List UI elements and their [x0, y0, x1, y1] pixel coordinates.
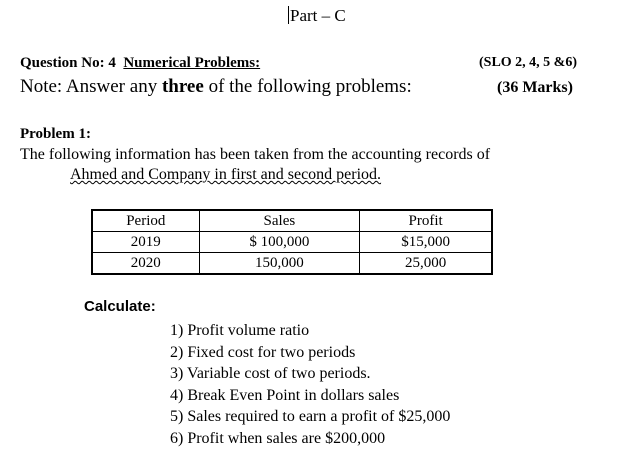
data-table [91, 209, 493, 275]
question-number: Question No: 4 [20, 55, 116, 71]
table-header-cell: Profit [360, 210, 492, 232]
list-item: 3) Variable cost of two periods. [170, 365, 371, 382]
list-item: 2) Fixed cost for two periods [170, 343, 356, 361]
list-item: 6) Profit when sales are $200,000 [170, 429, 386, 447]
part-title [288, 6, 346, 26]
table-row [92, 232, 492, 253]
calculate-label: Calculate: [84, 298, 156, 315]
table-cell: 2019 [92, 232, 199, 253]
instruction-note [20, 76, 412, 98]
slo-reference: (SLO 2, 4, 5 &6) [479, 55, 577, 70]
text-cursor [288, 6, 289, 24]
table-cell: 150,000 [199, 253, 360, 275]
problem-intro-line2: Ahmed and Company in first and second period. [70, 166, 382, 183]
marks-label: (36 Marks) [497, 79, 573, 96]
question-heading [20, 55, 260, 72]
table-cell: 2020 [92, 253, 199, 275]
list-item: 5) Sales required to earn a profit of $25,000 [170, 408, 451, 425]
list-item: 1) Profit volume ratio [170, 322, 310, 339]
table-cell: 25,000 [360, 253, 492, 275]
task-list [170, 320, 450, 449]
table-cell: $ 100,000 [199, 232, 360, 253]
table-header-cell: Sales [199, 210, 360, 232]
question-title: Numerical Problems: [123, 55, 261, 71]
table-cell: $15,000 [360, 232, 492, 253]
table-header-row [92, 210, 492, 232]
table-row [92, 253, 492, 275]
problem-intro-line1: The following information has been taken from the accounting records of [20, 146, 491, 163]
note-prefix: Note: Answer any [20, 76, 158, 97]
problem-title: Problem 1: [20, 126, 91, 142]
list-item: 4) Break Even Point in dollars sales [170, 386, 400, 404]
note-suffix: of the following problems: [208, 76, 412, 97]
part-title-text: Part – C [290, 6, 346, 25]
table-header-cell: Period [92, 210, 199, 232]
note-emphasis: three [161, 76, 204, 97]
